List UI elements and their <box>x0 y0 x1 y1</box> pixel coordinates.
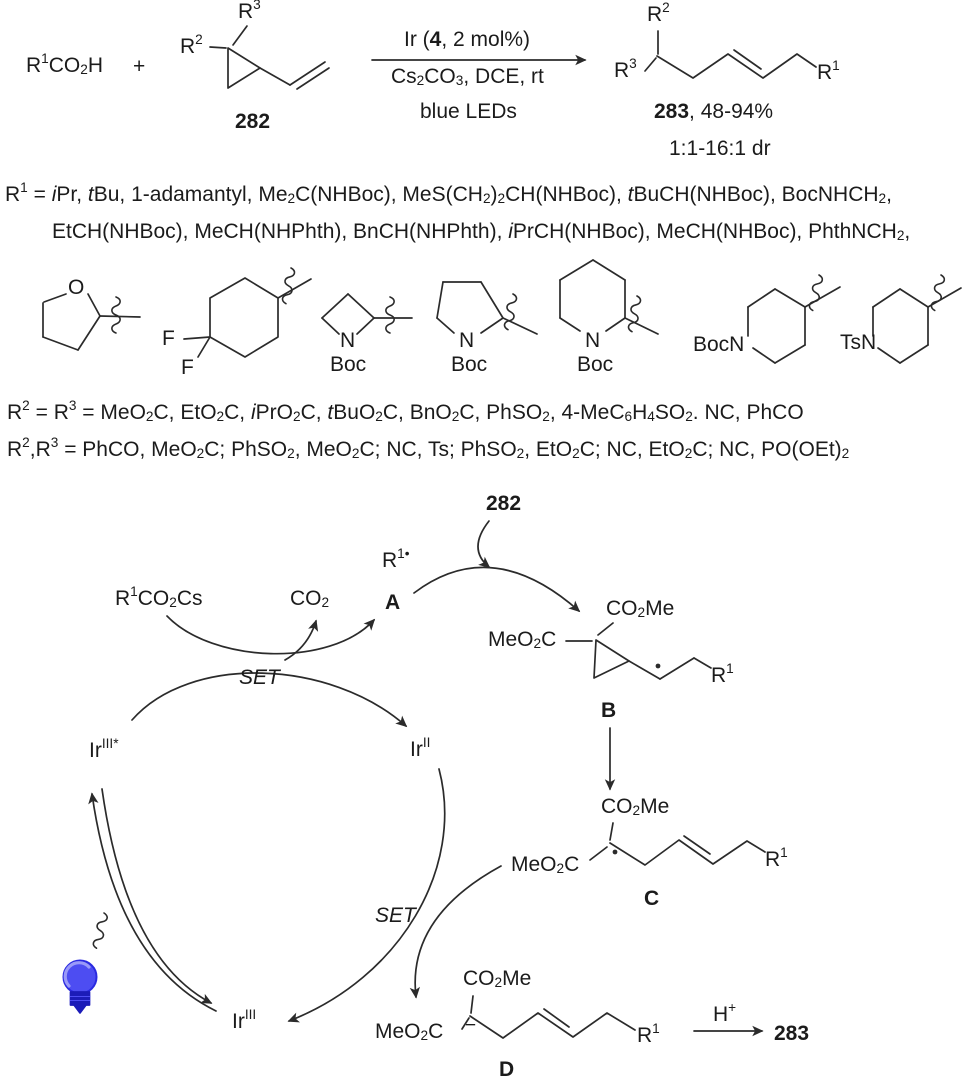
difluorocyclohexyl-ring <box>184 267 311 357</box>
product-structure <box>645 31 816 78</box>
h-plus-label: H+ <box>713 1000 737 1026</box>
excitation-arrow-up <box>92 794 216 1011</box>
intermediate-a-label: A <box>385 591 401 614</box>
thf-oxygen-label: O <box>68 276 85 299</box>
arrow-282-addition <box>478 521 489 567</box>
intermediate-b-structure <box>566 623 711 679</box>
c-ester-left-label: MeO$_2$C <box>511 853 580 876</box>
set-arrow-carboxylate-to-a <box>167 616 374 654</box>
conditions-base-solvent: $Cs_2CO_3$, DCE, rt <box>391 65 544 88</box>
d-r1-label: $R^1$ <box>637 1021 660 1047</box>
intermediate-c-label: C <box>644 887 660 910</box>
bocn-label: BocN <box>693 333 745 356</box>
arrow-a-to-b <box>414 567 579 611</box>
product-r2-label: $R^2$ <box>647 0 670 26</box>
piperidine-boc-label: Boc <box>577 353 614 376</box>
mechanism-283-label: 283 <box>774 1022 810 1045</box>
b-ester-top-label: $CO_2Me$ <box>606 597 675 620</box>
intermediate-d-label: D <box>499 1058 515 1081</box>
intermediate-b-label: B <box>601 699 617 722</box>
cesium-carboxylate-label: $R^1CO_2Cs$ <box>115 584 203 610</box>
product-r1-label: $R^1$ <box>817 58 840 84</box>
light-bulb-icon <box>64 912 109 1013</box>
plus-sign: + <box>133 55 146 78</box>
piperidine-n-label: N <box>585 329 601 352</box>
set-label-bottom: SET <box>375 904 416 927</box>
ts-piperidinyl-ring <box>873 274 961 363</box>
ir-iii-label: $Ir^{III}$ <box>232 1007 257 1033</box>
r23-substituents-line1: $R^2 = R^3 = MeO_2C$, EtO$_2$C, iPrO$_2$C, tBuO$_2$C, BnO$_2$C, PhSO$_2$, $4-MeC_6H_4SO_2$. NC, PhCO <box>7 398 804 424</box>
ir-excited-label: $Ir^{III*}$ <box>89 736 119 762</box>
c-ester-top-label: $CO_2Me$ <box>601 795 670 818</box>
piperidine-ring <box>560 260 658 334</box>
set-label-top: SET <box>239 666 280 689</box>
r23-substituents-line2: $R^2,R^3$ = PhCO, MeO$_2$C; PhSO$_2$, MeO$_2$C; NC, Ts; PhSO$_2$, EtO$_2$C; NC, EtO$_2$C; NC, $PO(OEt)_2$ <box>7 435 850 461</box>
conditions-light: blue LEDs <box>420 100 517 123</box>
tsn-label: TsN <box>840 331 877 354</box>
azetidine-boc-label: Boc <box>330 353 367 376</box>
b-r1-label: $R^1$ <box>711 661 734 687</box>
conditions-catalyst: Ir (4, 2 mol%) <box>404 28 531 51</box>
c-r1-label: $R^1$ <box>765 845 788 871</box>
pyrrolidine-ring <box>437 282 537 334</box>
intermediate-d-structure <box>462 996 635 1038</box>
product-r3-label: $R^3$ <box>614 56 637 82</box>
intermediate-c-structure <box>590 823 765 865</box>
vinylcyclopropane-structure <box>210 26 329 89</box>
d-ester-top-label: $CO_2Me$ <box>463 967 532 990</box>
r1-substituents-line2: EtCH(NHBoc), MeCH(NHPhth), BnCH(NHPhth), iPrCH(NHBoc), MeCH(NHBoc), PhthNCH$_2$, <box>52 220 911 243</box>
fluorine-label-bottom: F <box>181 356 194 379</box>
product-dr: 1:1-16:1 dr <box>669 137 771 160</box>
product-283-yield: 283, 48-94% <box>654 100 774 123</box>
azetidine-ring <box>322 294 412 334</box>
cyclopropane-r2-label: $R^2$ <box>180 32 203 58</box>
ir-ii-label: $Ir^{II}$ <box>410 735 431 761</box>
arrow-ir2-to-ir3 <box>289 769 445 1021</box>
reactant-acid-formula: $R^1CO_2H$ <box>26 51 104 77</box>
d-carbanion-charge: − <box>465 1015 477 1036</box>
b-ester-left-label: MeO$_2$C <box>488 628 557 651</box>
d-ester-left-label: MeO$_2$C <box>375 1020 444 1043</box>
co2-label: $CO_2$ <box>290 587 330 610</box>
fluorine-label-top: F <box>162 327 175 350</box>
azetidine-n-label: N <box>340 329 356 352</box>
boc-piperidinyl-ring <box>748 274 840 363</box>
mechanism-282-label: 282 <box>486 492 522 515</box>
pyrrolidine-boc-label: Boc <box>451 353 488 376</box>
pyrrolidine-n-label: N <box>459 329 475 352</box>
r1-substituents-line1: $R^1$ = iPr, tBu, 1-adamantyl, $Me_2C(NHBoc)$, $MeS(CH_2)_2CH(NHBoc)$, tBuCH(NHBoc), BocNHCH$_2$, <box>5 180 892 206</box>
compound-282-label: 282 <box>235 110 271 133</box>
cyclopropane-r3-label: $R^3$ <box>238 0 261 23</box>
thf-ring <box>43 294 140 350</box>
alkyl-radical-label: $R^{1•}$ <box>382 546 410 572</box>
